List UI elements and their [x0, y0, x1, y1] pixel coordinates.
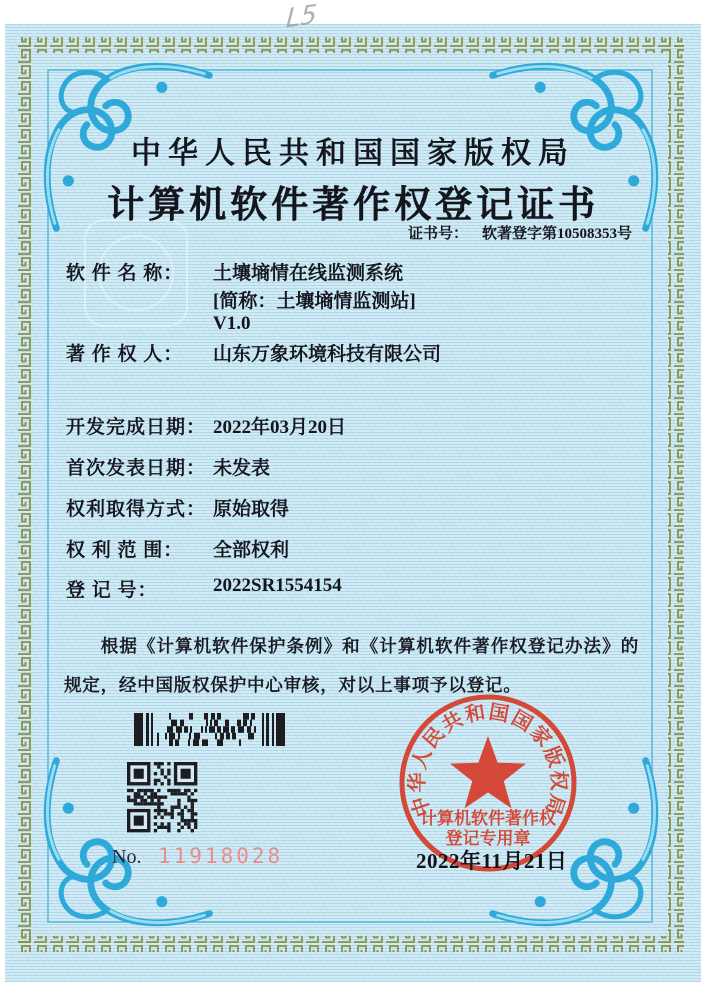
certificate-number-label: 证书号： [407, 226, 468, 242]
field-value-rights-scope: 全部权利 [213, 540, 290, 561]
field-value-first-publication: 未发表 [213, 458, 271, 479]
field-label-software-name: 软 件 名 称： [66, 263, 184, 284]
field-value-registration-number: 2022SR1554154 [213, 575, 342, 596]
field-value-copyright-owner: 山东万象环境科技有限公司 [213, 344, 442, 365]
barcode [134, 713, 285, 746]
certificate-number-value: 软著登字第10508353号 [481, 226, 632, 242]
field-value-completion-date: 2022年03月20日 [213, 417, 347, 438]
field-label-completion-date: 开发完成日期： [66, 417, 207, 438]
seal-inner-line1: 计算机软件著作权 [420, 809, 556, 828]
seal-inner-line2: 登记专用章 [445, 829, 531, 848]
qr-code [127, 762, 197, 832]
field-label-registration-number: 登 记 号： [66, 580, 158, 601]
authority-title: 中华人民共和国国家版权局 [131, 137, 575, 170]
serial-prefix: No. [112, 846, 142, 868]
official-seal [402, 697, 574, 869]
field-label-first-publication: 首次发表日期： [66, 458, 207, 479]
field-value-software-shortname: [简称：土壤墒情监测站] [213, 291, 416, 312]
field-label-acquisition-method: 权利取得方式： [66, 499, 207, 520]
field-value-acquisition-method: 原始取得 [213, 499, 290, 520]
certificate-number-line [0, 222, 632, 243]
field-value-software-version: V1.0 [213, 313, 251, 334]
issue-date: 2022年11月21日 [416, 849, 568, 873]
registration-statement: 根据《计算机软件保护条例》和《计算机软件著作权登记办法》的规定，经中国版权保护中心审核，对以上事项予以登记。 [64, 636, 639, 695]
field-label-rights-scope: 权 利 范 围： [66, 540, 184, 561]
serial-number: 11918028 [158, 844, 284, 868]
certificate-title: 计算机软件著作权登记证书 [107, 185, 599, 226]
seal-star-icon [450, 736, 526, 808]
field-value-software-name: 土壤墒情在线监测系统 [213, 263, 404, 284]
seal-ring-text: 中华人民共和国国家版权局 [406, 701, 570, 820]
pencil-annotation: L5 [285, 0, 318, 35]
field-label-copyright-owner: 著 作 权 人： [66, 344, 184, 365]
